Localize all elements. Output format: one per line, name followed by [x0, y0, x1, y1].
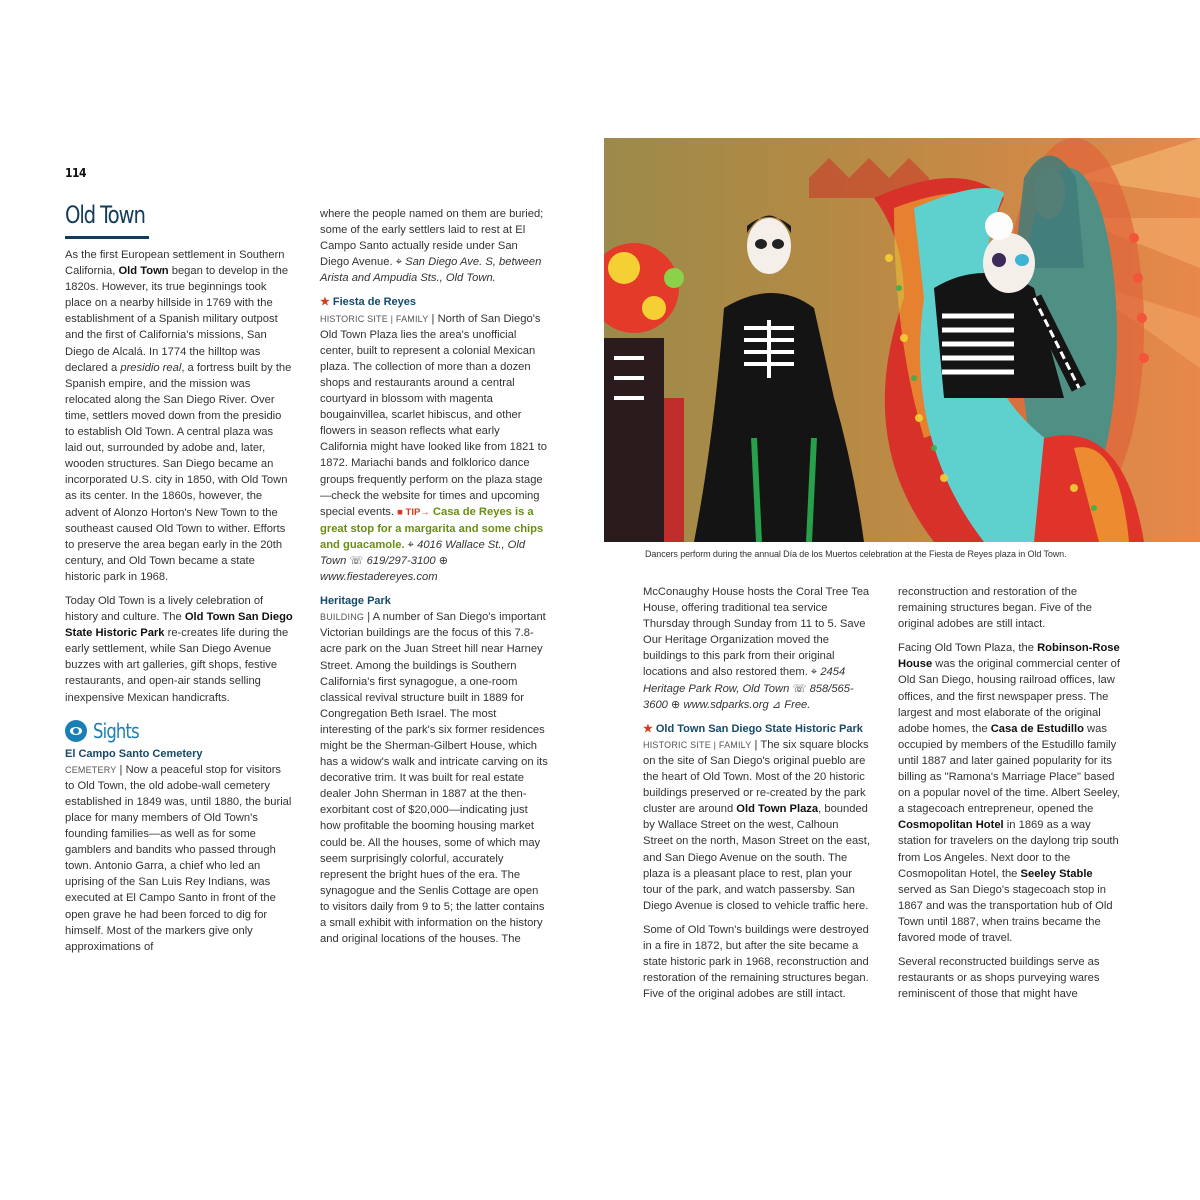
entry-website-link[interactable]: www.fiestadereyes.com	[320, 571, 438, 584]
entry-name-heritage-park: Heritage Park	[320, 595, 391, 608]
entry-category: BUILDING	[320, 612, 365, 623]
tip-marker: ■ TIP→	[397, 506, 430, 518]
entry-name-label: Old Town San Diego State Historic Park	[655, 722, 863, 735]
sights-label: Sights	[93, 718, 139, 743]
entry-address: 4016 Wallace St., Old Town	[320, 538, 526, 567]
intro-text: re-creates life during the early settlement, while San Diego Avenue buzzes with art galleries, gift shops, festive restaurants, and open-air stands selling inexpensive Mexican handicrafts.	[65, 627, 289, 704]
entry-paragraph-2: Some of Old Town's buildings were destroyed in a fire in 1872, but after the site became a state historic park in 1968, reconstruction and restoration of the remaining structures began. Five of the original adobes are still intact.	[643, 923, 869, 1001]
entry-bold: Casa de Estudillo	[990, 722, 1084, 735]
ticket-icon: ⊿	[771, 698, 782, 711]
entry-body-old-town-state-park: HISTORIC SITE | FAMILY | The six square blocks on the site of San Diego's original pueblo are the heart of Old Town. Most of the 20 historic buildings preserved or re-created by the park cluster are around Old Town Plaza, bounded by Wallace Street on the west, Calhoun Street on the north, Mason Street on the east, and San Diego Avenue on the south. The plaza is a pleasant place to rest, plan your tour of the park, and watch passersby. San Diego Avenue is closed to vehicle traffic here.	[643, 738, 870, 912]
entry-category: CEMETERY	[65, 764, 117, 775]
entry-price: Free.	[784, 698, 811, 711]
entry-body-continued	[320, 206, 548, 286]
map-pin-icon: ⌖	[810, 666, 818, 679]
star-icon: ★	[643, 722, 653, 735]
tip-label: TIP→	[405, 506, 430, 518]
entry-bold: Seeley Stable	[1020, 867, 1093, 880]
entry-text: A number of San Diego's important Victorian buildings are the focus of this 7.8-acre park on the Juan Street hill near Harney Street. Among the buildings is Southern California's first synagogue, a one-room classical revival structure built in 1889 for Congregation Beth Israel. The most interesting of the park's six former residences might be the Sherman-Gilbert House, which has a widow's walk and intricate carving on its decorative trim. It was built for real estate dealer John Sherman in 1887 at the then-exorbitant cost of $20,000—indicating just how profitable the booming housing market could be. All the houses, some of which may seem surprisingly colorful, accurately represent the bright hues of the era. The synagogue and the Senlis Cottage are open to visitors daily from 9 to 5; the latter contains a small exhibit with information on the history and original locations of the houses. The	[320, 611, 548, 946]
entry-text: The six square blocks on the site of San Diego's original pueblo are the heart of Old Town. Most of the 20 historic buildings preserved or re-created by the park cluster are around	[643, 738, 869, 816]
intro-italic: presidio real	[120, 361, 182, 374]
map-pin-icon: ⌖	[395, 256, 402, 269]
column-4	[898, 584, 1126, 1010]
column-3	[643, 584, 871, 1010]
entry-text: Now a peaceful stop for visitors to Old Town, the old adobe-wall cemetery established in 1849 was, until 1880, the burial place for many members of Old Town's founding families—as well as for some gamblers and bandits who passed through town. Antonio Garra, a chief who led an uprising of the San Luis Rey Indians, was executed at El Campo Santo in front of the open grave he had been forced to dig for himself. Most of the markers give only approximations of	[65, 763, 292, 953]
star-icon: ★	[320, 296, 330, 309]
intro-text: began to develop in the 1820s. However, its true beginnings took place on a nearby hillside in 1769 with the establishment of a Spanish military outpost and the first of California's missions, San Diego de Alcalá. In 1774 the hilltop was declared a	[65, 265, 289, 374]
entry-text: Facing Old Town Plaza, the	[898, 642, 1038, 655]
sights-heading	[65, 720, 293, 742]
entry-bold: Robinson-Rose House	[898, 642, 1120, 671]
entry-address: 2454 Heritage Park Row, Old Town	[643, 666, 846, 695]
intro-text: As the first European settlement in Southern California,	[65, 249, 285, 278]
entry-bold: Cosmopolitan Hotel	[898, 819, 1004, 832]
intro-paragraph-1	[65, 247, 293, 585]
intro-paragraph-2	[65, 593, 293, 706]
dancers-photo-illustration	[604, 138, 1200, 542]
column-1	[65, 200, 293, 963]
page-number: 114	[65, 166, 87, 180]
entry-body-fiesta-de-reyes: HISTORIC SITE | FAMILY | North of San Diego's Old Town Plaza lies the area's unofficial center, built to represent a colonial Mexican plaza. The collection of more than a dozen shops and restaurants around a central courtyard in blossom with magenta bougainvillea, scarlet hibiscus, and other flowers in season reflects what early California might have looked like from 1821 to 1872. Mariachi bands and folklorico dance groups frequently perform on the plaza stage—check the website for times and upcoming special events. ■ TIP→ Casa de Reyes is a great stop for a margarita and some chips and guacamole. ⌖ 4016 Wallace St., Old Town ☏ 619/297-3100 ⊕ www.fiestadereyes.com	[320, 312, 547, 584]
entry-body-el-campo-santo: CEMETERY | Now a peaceful stop for visitors to Old Town, the old adobe-wall cemetery established in 1849 was, until 1880, the burial place for many members of Old Town's founding families—as well as for some gamblers and bandits who passed through town. Antonio Garra, a chief who led an uprising of the San Luis Rey Indians, was executed at El Campo Santo in front of the open grave he had been forced to dig for himself. Most of the markers give only approximations of	[65, 763, 292, 953]
entry-text: was occupied by members of the Estudillo family until 1887 and later gained popularity for its billing as "Ramona's Marriage Place" based on a popular novel of the time. Albert Seeley, a stagecoach entrepreneur, opened the	[898, 722, 1120, 816]
entry-name-fiesta-de-reyes	[320, 294, 548, 310]
column-2	[320, 206, 548, 955]
entry-website-link[interactable]: www.sdparks.org	[683, 698, 769, 711]
globe-icon: ⊕	[671, 698, 681, 711]
entry-name-el-campo-santo: El Campo Santo Cemetery	[65, 747, 203, 760]
entry-body-heritage-park-continued	[643, 584, 871, 713]
photo-caption: Dancers perform during the annual Día de los Muertos celebration at the Fiesta de Reyes plaza in Old Town.	[645, 549, 1067, 559]
intro-bold: Old Town	[118, 265, 169, 278]
entry-name-old-town-state-park	[643, 721, 871, 737]
section-title: Old Town	[65, 201, 145, 229]
phone-icon: ☏	[349, 554, 364, 567]
entry-text: in 1869 as a way station for travelers on the daylong trip south from Los Angeles. Next door to the Cosmopolitan Hotel, the	[898, 819, 1119, 880]
entry-address: San Diego Ave. S, between Arista and Ampudia Sts., Old Town.	[320, 256, 542, 285]
entry-text: North of San Diego's Old Town Plaza lies the area's unofficial center, built to represent a colonial Mexican plaza. The collection of more than a dozen shops and restaurants around a central courtyard in blossom with magenta bougainvillea, scarlet hibiscus, and other flowers in season reflects what early California might have looked like from 1821 to 1872. Mariachi bands and folklorico dance groups frequently perform on the plaza stage—check the website for times and upcoming special events.	[320, 312, 547, 518]
entry-body-heritage-park: BUILDING | A number of San Diego's important Victorian buildings are the focus of this 7.8-acre park on the Juan Street hill near Harney Street. Among the buildings is Southern California's first synagogue, a one-room classical revival structure built in 1889 for Congregation Beth Israel. The most interesting of the park's six former residences might be the Sherman-Gilbert House, which has a widow's walk and intricate carving on its decorative trim. It was built for real estate dealer John Sherman in 1887 at the then-exorbitant cost of $20,000—indicating just how profitable the booming housing market could be. All the houses, some of which may seem surprisingly colorful, accurately represent the bright hues of the era. The synagogue and the Senlis Cottage are open to visitors daily from 9 to 5; the latter contains a small exhibit with information on the history and original locations of the houses. The	[320, 611, 548, 946]
entry-bold: Old Town Plaza	[736, 803, 819, 816]
entry-paragraph-3	[898, 640, 1126, 946]
entry-paragraph-2-continued: reconstruction and restoration of the remaining structures began. Five of the original adobes are still intact.	[898, 586, 1093, 631]
entry-phone[interactable]: 858/565-3600	[643, 682, 854, 711]
entry-text: served as San Diego's stagecoach stop in 1867 and was the transportation hub of Old Town until 1887, when trains became the favored mode of travel.	[898, 883, 1113, 944]
globe-icon: ⊕	[438, 554, 449, 567]
entry-text: McConaughy House hosts the Coral Tree Tea House, offering traditional tea service Thursday through Sunday from 11 to 5. Save Our Heritage Organization moved the buildings to this park from their original locations and also restored them.	[643, 586, 870, 679]
tip-text: Casa de Reyes is a great stop for a margarita and some chips and guacamole.	[320, 505, 544, 551]
map-pin-icon: ⌖	[407, 538, 414, 551]
entry-text: , bounded by Wallace Street on the west, Calhoun Street on the north, Mason Street on the east, and San Diego Avenue on the south. The plaza is a pleasant place to rest, plan your tour of the park, and watch passersby. San Diego Avenue is closed to vehicle traffic here.	[643, 803, 870, 912]
entry-text: was the original commercial center of Old San Diego, housing railroad offices, law offices, and the first newspaper press. The largest and most elaborate of the original adobe homes, the	[898, 658, 1120, 735]
phone-icon: ☏	[792, 682, 807, 695]
eye-icon	[65, 720, 87, 742]
entry-phone[interactable]: 619/297-3100	[366, 554, 436, 567]
intro-text: , a fortress built by the Spanish empire, and the mission was relocated along the San Diego River. Over time, settlers moved down from the presidio to establish Old Town. A central plaza was laid out, surrounded by adobe and, later, wooden structures. San Diego became an incorporated U.S. city in 1850, with Old Town as its center. In the 1860s, however, the advent of Alonzo Horton's New Town to the southeast caused Old Town to wither. Efforts to preserve the area began early in the 20th century, and Old Town became a state historic park in 1968.	[65, 361, 292, 583]
entry-text: where the people named on them are buried; some of the early settlers laid to rest at El Campo Santo actually reside under San Diego Avenue.	[320, 208, 544, 269]
intro-bold: Old Town San Diego State Historic Park	[65, 611, 293, 640]
entry-category: HISTORIC SITE | FAMILY	[643, 739, 752, 750]
intro-text: Today Old Town is a lively celebration of history and culture. The	[65, 594, 264, 624]
photo-dia-de-los-muertos	[604, 138, 1200, 542]
entry-category: HISTORIC SITE | FAMILY	[320, 313, 429, 324]
entry-name-label: Fiesta de Reyes	[332, 296, 417, 309]
title-underline	[65, 236, 149, 239]
entry-paragraph-4: Several reconstructed buildings serve as restaurants or as shops purveying wares reminiscent of those that might have	[898, 956, 1100, 1001]
